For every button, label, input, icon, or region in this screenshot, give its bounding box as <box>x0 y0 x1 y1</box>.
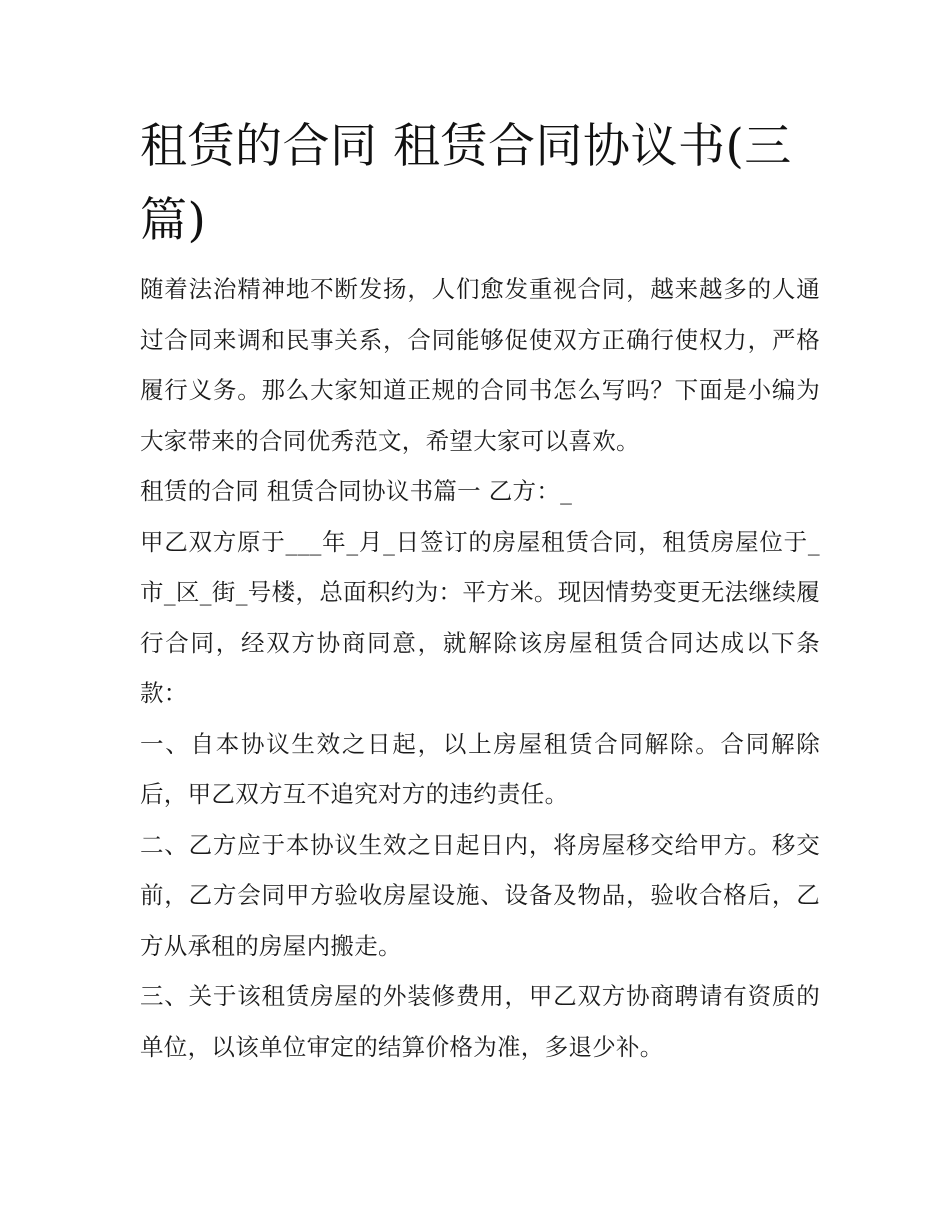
section-heading-paragraph: 租赁的合同 租赁合同协议书篇一 乙方：_ <box>140 477 573 505</box>
document-body <box>140 110 820 1072</box>
intro-paragraph: 随着法治精神地不断发扬，人们愈发重视合同，越来越多的人通过合同来调和民事关系，合同能够促使双方正确行使权力，严格履行义务。那么大家知道正规的合同书怎么写吗？下面是小编为大家带来的合同优秀范文，希望大家可以喜欢。 <box>140 275 820 455</box>
document-title: 租赁的合同 租赁合同协议书(三篇) <box>140 119 792 248</box>
clause-three-paragraph: 三、关于该租赁房屋的外装修费用，甲乙双方协商聘请有资质的单位，以该单位审定的结算价格为准，多退少补。 <box>140 982 820 1061</box>
contract-background-paragraph: 甲乙双方原于___年_月_日签订的房屋租赁合同，租赁房屋位于_市_区_街_号楼，总面积约为：平方米。现因情势变更无法继续履行合同，经双方协商同意，就解除该房屋租赁合同达成以下条款： <box>140 527 820 707</box>
clause-two-paragraph: 二、乙方应于本协议生效之日起日内，将房屋移交给甲方。移交前，乙方会同甲方验收房屋设施、设备及物品，验收合格后，乙方从承租的房屋内搬走。 <box>140 830 820 960</box>
clause-one-paragraph: 一、自本协议生效之日起，以上房屋租赁合同解除。合同解除后，甲乙双方互不追究对方的违约责任。 <box>140 729 820 808</box>
